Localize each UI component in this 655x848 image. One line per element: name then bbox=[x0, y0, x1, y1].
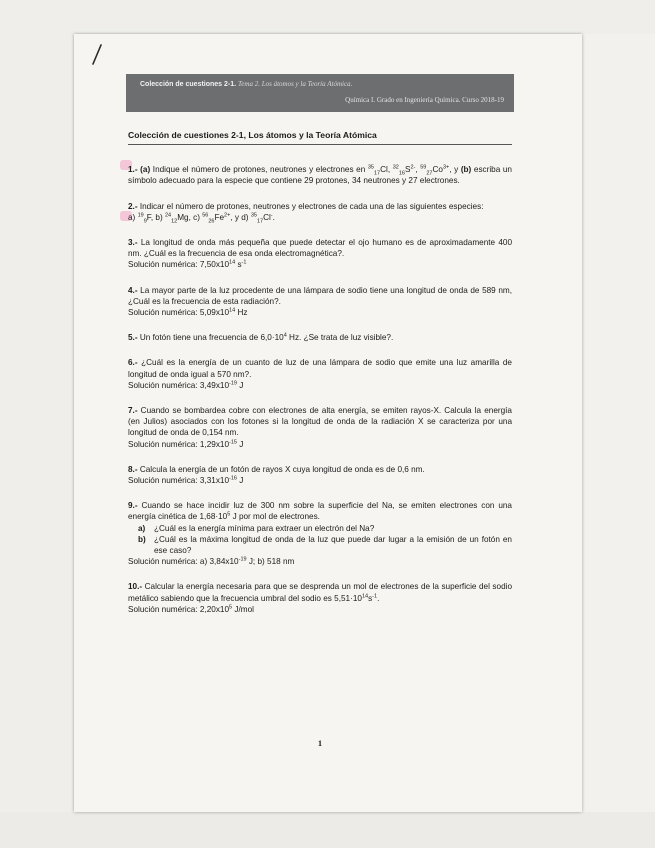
solution: Solución numérica: $3,31x10^{-16}$ J bbox=[128, 475, 244, 486]
solution: Solución numérica: $7,50x10^{14}$ $s^{-1}$ bbox=[128, 259, 247, 270]
question-3: 3.- La longitud de onda más pequeña que puede detectar el ojo humano es de aproximadamente 400 nm. ¿Cuál es la frecuencia de esa onda electromagnética?. Solución numérica: $7,50x10^{14}$ $s^{-1}$ bbox=[128, 238, 512, 270]
background-edge bbox=[0, 812, 655, 848]
document-body bbox=[128, 130, 512, 629]
sub-question-list bbox=[128, 523, 512, 557]
question-8: 8.- Calcula la energía de un fotón de rayos X cuya longitud de onda es de 0,6 nm. Solución numérica: $3,31x10^{-16}$ J bbox=[128, 464, 512, 486]
question-7: 7.- Cuando se bombardea cobre con electrones de alta energía, se emiten rayos-X. Calcula la energía (en Julios) asociados con los fotones si la longitud de onda de la radiación X se caracteriza por una longitud de onda de 0,154 nm. Solución numérica: $1,29x10^{-15}$ J bbox=[128, 406, 512, 449]
background-edge bbox=[0, 0, 655, 34]
question-2: 2.- Indicar el número de protones, neutrones y electrones de cada una de las siguientes especies: a) $^{19}_9$F, b) $^{24}_{12}$Mg, c) $^{56}_{26}Fe^{2+}$, y d) $^{35}_{17}$Cl-. bbox=[128, 201, 484, 225]
question-1: 1.- (a) Indique el número de protones, neutrones y electrones en $^{35}_{17}$Cl, $^{32}_{16}S^{2-}$, $^{59}_{27}Co^{3+}$, y (b) escriba un símbolo adecuado para la especie que contiene 29 protones, 34 neutrones y 27 electrones. bbox=[128, 164, 512, 186]
solution: Solución numérica: $5,09x10^{14}$ Hz bbox=[128, 307, 248, 318]
solution: Solución numérica: $2,20x10^5$ J/mol bbox=[128, 604, 254, 614]
page-number: 1 bbox=[317, 738, 323, 748]
question-4: 4.- La mayor parte de la luz procedente de una lámpara de sodio tiene una longitud de onda de 589 nm, ¿Cuál es la frecuencia de esta radiación?. Solución numérica: $5,09x10^{14}$ Hz bbox=[128, 285, 512, 318]
pen-mark-icon bbox=[90, 44, 104, 66]
header-course: Química I. Grado en Ingeniería Química. Curso 2018-19 bbox=[345, 96, 504, 104]
question-10: 10.- Calcular la energía necesaria para que se desprenda un mol de electrones de la superficie del sodio metálico sabiendo que la frecuencia umbral del sodio es $5,51\cdot 10^{14}s^{-1}$. Solución numérica: $2,20x10^5$ J/mol bbox=[128, 582, 512, 614]
background-edge bbox=[0, 0, 74, 848]
solution: Solución numérica: $1,29x10^{-15}$ J bbox=[128, 438, 244, 449]
list-item: a) ¿Cuál es la energía mínima para extraer un electrón del Na? bbox=[138, 523, 375, 533]
list-item: b) ¿Cuál es la máxima longitud de onda de la luz que puede dar lugar a la emisión de un fotón en ese caso? bbox=[138, 534, 512, 556]
question-9: 9.- Cuando se hace incidir luz de 300 nm sobre la superficie del Na, se emiten electrones con una energía cinética de $1,68\cdot 10^5$ J por mol de electrones. a) ¿Cuál es la energía mínima para extraer un electrón del Na? b) ¿Cuál es la máxima longitud de onda de la luz que puede dar lugar a la emisión de un fotón en ese caso? Solución numérica: a) $3,84x10^{-19}$ J; b) 518 nm bbox=[128, 501, 512, 567]
document-header bbox=[126, 74, 514, 112]
background-edge bbox=[582, 34, 655, 848]
header-collection: Colección de cuestiones 2-1. Tema 2. Los átomos y la Teoría Atómica. bbox=[140, 80, 353, 88]
page-title: Colección de cuestiones 2-1, Los átomos y la Teoría Atómica bbox=[128, 130, 512, 145]
question-6: 6.- ¿Cuál es la energía de un cuanto de luz de una lámpara de sodio que emite una luz amarilla de longitud de onda igual a 570 nm?. Solución numérica: $3,49x10^{-19}$ J bbox=[128, 358, 512, 390]
question-5: 5.- Un fotón tiene una frecuencia de $6,0\cdot 10^4$ Hz. ¿Se trata de luz visible?. bbox=[128, 332, 394, 343]
solution: Solución numérica: a) $3,84x10^{-19}$ J; b) 518 nm bbox=[128, 556, 295, 567]
solution: Solución numérica: $3,49x10^{-19}$ J bbox=[128, 380, 244, 390]
